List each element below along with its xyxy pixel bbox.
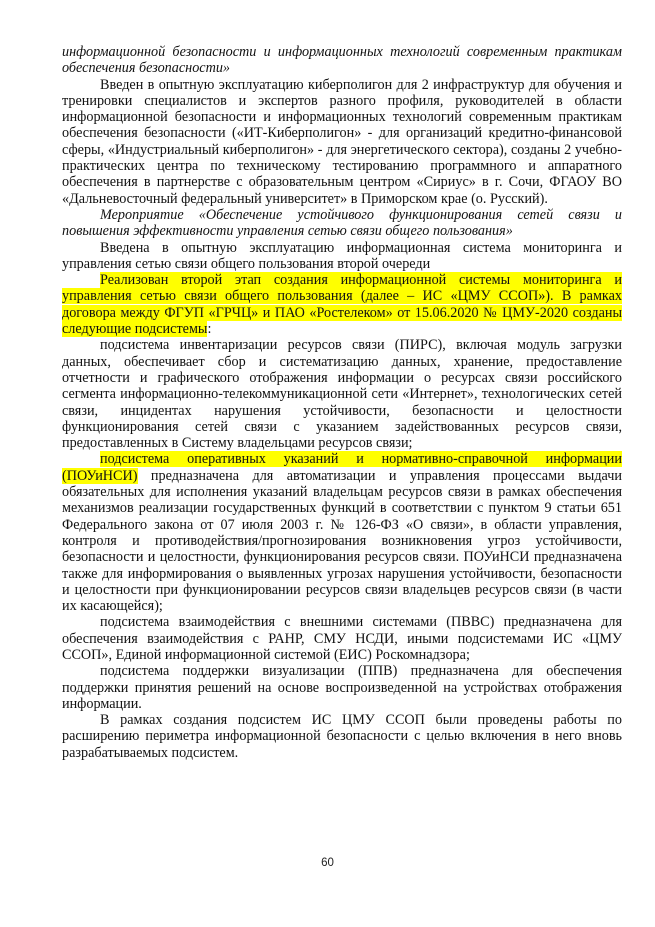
paragraph-text: :	[207, 321, 212, 338]
paragraph-security-perimeter: В рамках создания подсистем ИС ЦМУ ССОП были проведены работы по расширению периметра информационной безопасности с целью включения в него вновь разрабатываемых подсистем.	[62, 712, 622, 761]
highlighted-text: подсистема оперативных указаний и нормативно-справочной информации (ПОУиНСИ)	[62, 451, 622, 484]
paragraph-text: предназначена для автоматизации и управления процессами выдачи обязательных для исполнения указаний владельцам ресурсов связи в рамках обеспечения механизмов реализации государственных функций в соответствии с пунктом 9 статьи 651 Федерального закона от 07 июля 2003 г. № 126-ФЗ «О связи», в области управления, контроля и противодействия/прогнозирования возникновения угроз устойчивости, безопасности и целостности, функционирования ресурсов связи. ПОУиНСИ предназначена также для информирования о выявленных угрозах нарушения устойчивости, безопасности и целостности при функционировании ресурсов связи владельцев ресурсов связи (в части их касающейся);	[62, 467, 622, 615]
page-number: 60	[321, 857, 334, 869]
paragraph-pirs: подсистема инвентаризации ресурсов связи (ПИРС), включая модуль загрузки данных, обеспечивает сбор и систематизацию данных, хранение, предоставление отчетности и графического отображения информации о ресурсах связи российского сегмента информационно-телекоммуникационной сети «Интернет», технологических сетей связи, инцидентах нарушения устойчивости, безопасности и целостности функционирования сетей связи с указанием задействованных ресурсов связи, предоставленных в Систему владельцами ресурсов связи;	[62, 337, 622, 452]
paragraph-cyberpolygon: Введен в опытную эксплуатацию киберполигон для 2 инфраструктур для обучения и тренировки специалистов и экспертов разного профиля, руководителей в области информационной безопасности и информационных технологий современным практикам обеспечения безопасности («ИТ-Киберполигон» - для организаций кредитно-финансовой сферы, «Индустриальный киберполигон» - для энергетического сектора), созданы 2 учебно-практических центра по техническому тестированию программного и аппаратного обеспечения в партнерстве с образовательным центром «Сириус» в г. Сочи, ФГАОУ ВО «Дальневосточный федеральный университет» в Приморском крае (о. Русский).	[62, 76, 622, 207]
paragraph-measure-title: Мероприятие «Обеспечение устойчивого функционирования сетей связи и повышения эффективности управления сетью связи общего пользования»	[62, 206, 622, 240]
paragraph-pvvs: подсистема взаимодействия с внешними системами (ПВВС) предназначена для обеспечения взаимодействия с РАНР, СМУ НСДИ, иными подсистемами ИС «ЦМУ ССОП», Единой информационной системой (ЕИС) Роскомнадзора;	[62, 614, 622, 663]
paragraph-second-stage	[62, 272, 622, 337]
paragraph-monitoring-system: Введена в опытную эксплуатацию информационная система мониторинга и управления сетью связи общего пользования второй очереди	[62, 239, 622, 272]
highlighted-text: Реализован второй этап создания информационной системы мониторинга и управления сетью связи общего пользования (далее – ИС «ЦМУ ССОП»). В рамках договора между ФГУП «ГРЧЦ» и ПАО «Ростелеком» от 15.06.2020 № ЦМУ-2020 созданы следующие подсистемы	[62, 272, 622, 338]
paragraph-pouinsi	[62, 451, 622, 614]
paragraph-continued-title: информационной безопасности и информационных технологий современным практикам обеспечения безопасности»	[62, 44, 622, 77]
paragraph-ppv: подсистема поддержки визуализации (ППВ) предназначена для обеспечения поддержки принятия решений на основе воспроизведенной на устройствах отображения информации.	[62, 663, 622, 712]
document-body	[62, 44, 622, 761]
